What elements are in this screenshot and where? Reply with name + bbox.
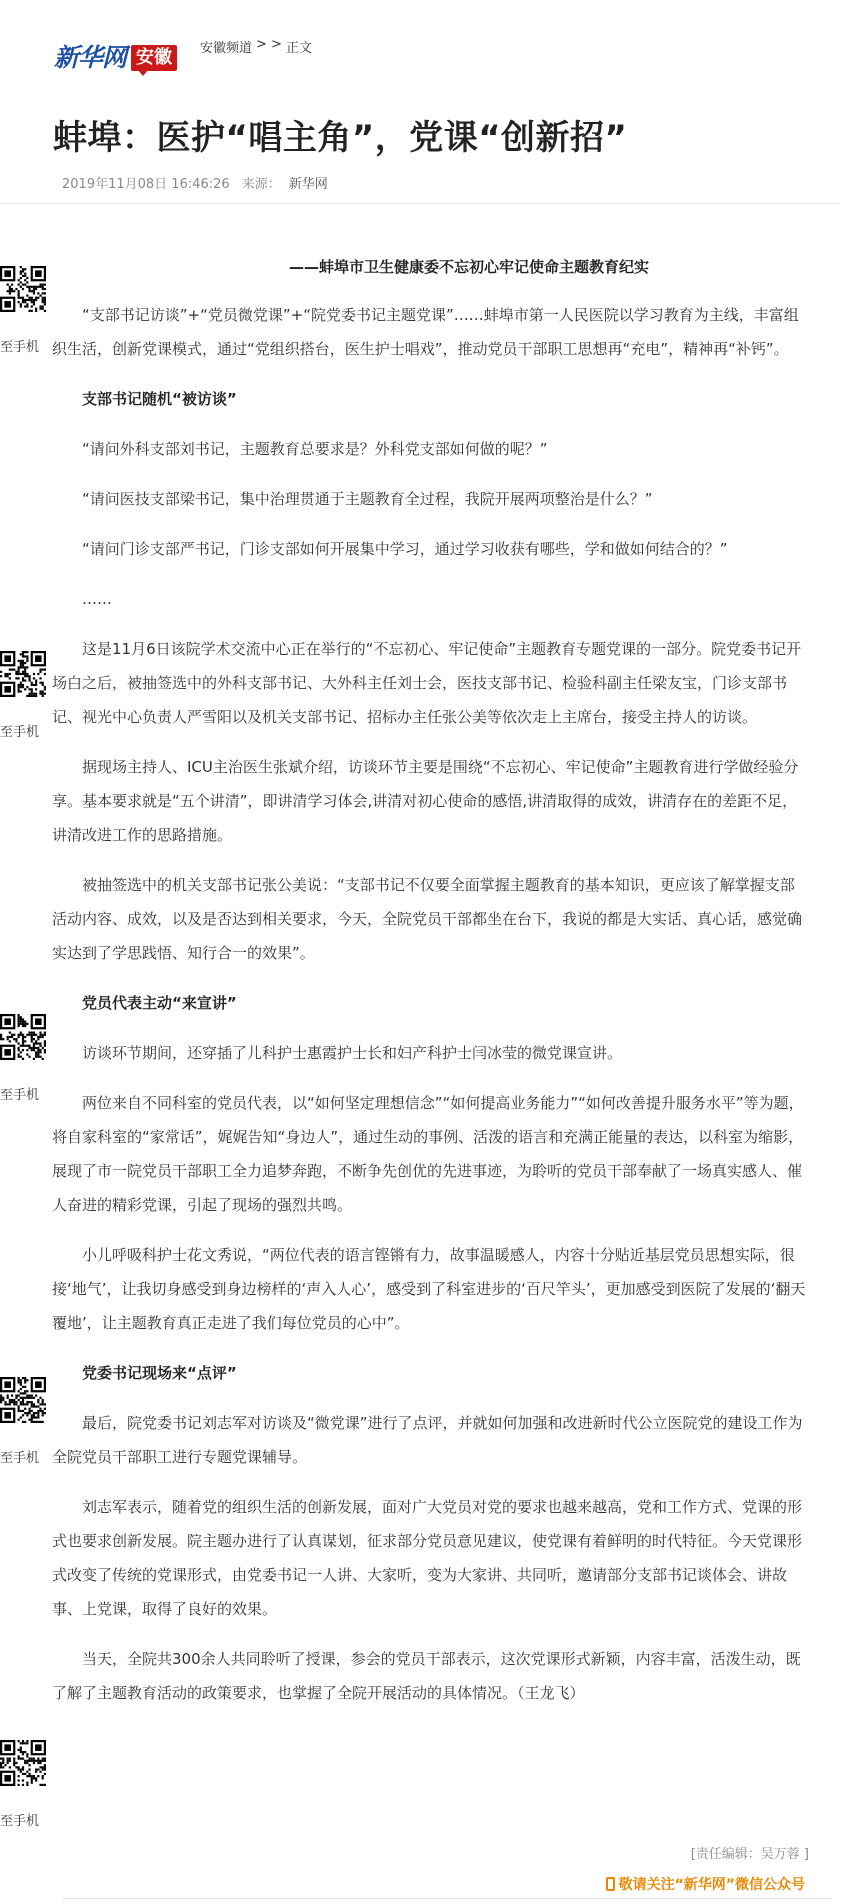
xinhua-anhui-logo[interactable] bbox=[54, 41, 177, 72]
qr-code-icon bbox=[0, 258, 46, 334]
follow-wechat-link[interactable] bbox=[606, 1874, 805, 1894]
qr-mobile-badge[interactable] bbox=[0, 1369, 46, 1466]
source-info bbox=[242, 173, 328, 192]
qr-label: 至手机 bbox=[0, 1451, 40, 1466]
article-body bbox=[52, 250, 806, 1710]
paragraph: “请问外科支部刘书记，主题教育总要求是？外科党支部如何做的呢？” bbox=[82, 440, 548, 458]
header-divider bbox=[0, 203, 841, 204]
follow-text: 敬请关注“新华网”微信公众号 bbox=[618, 1877, 805, 1893]
paragraph: “请问医技支部梁书记，集中治理贯通于主题教育全过程，我院开展两项整治是什么？” bbox=[82, 490, 653, 508]
paragraph: 最后，院党委书记刘志军对访谈及“微党课”进行了点评，并就如何加强和改进新时代公立医院党的建设工作为全院党员干部职工进行专题党课辅导。 bbox=[52, 1414, 803, 1466]
paragraph: “请问门诊支部严书记，门诊支部如何开展集中学习，通过学习收获有哪些，学和做如何结合的？” bbox=[82, 540, 728, 558]
breadcrumb-channel-link[interactable]: 安徽频道 bbox=[200, 41, 253, 56]
article-meta bbox=[62, 173, 328, 192]
responsible-editor: [责任编辑：吴万蓉 ] bbox=[690, 1847, 809, 1862]
breadcrumb-current: 正文 bbox=[285, 41, 312, 56]
section-heading-lecture: 党员代表主动“来宣讲” bbox=[82, 994, 237, 1012]
section-heading-review: 党委书记现场来“点评” bbox=[82, 1364, 237, 1382]
paragraph: 这是11月6日该院学术交流中心正在举行的“不忘初心、牢记使命”主题教育专题党课的一部分。院党委书记开场白之后，被抽签选中的外科支部书记、大外科主任刘士会，医技支部书记、检验科副主任梁友宝，门诊支部书记、视光中心负责人严雪阳以及机关支部书记、招标办主任张公美等依次走上主席台，接受主持人的访谈。 bbox=[52, 640, 802, 726]
qr-label: 至手机 bbox=[0, 1088, 40, 1103]
qr-code-icon bbox=[0, 1369, 46, 1445]
section-heading-interview: 支部书记随机“被访谈” bbox=[82, 390, 237, 408]
qr-code-icon bbox=[0, 1732, 46, 1808]
source-value: 新华网 bbox=[288, 177, 328, 192]
qr-mobile-badge[interactable] bbox=[0, 643, 46, 740]
publish-date: 2019年11月08日 16:46:26 bbox=[62, 177, 230, 192]
qr-mobile-badge[interactable] bbox=[0, 1006, 46, 1103]
phone-icon bbox=[606, 1877, 615, 1891]
paragraph: “支部书记访谈”+“党员微党课”+“院党委书记主题党课”……蚌埠市第一人民医院以学习教育为主线，丰富组织生活，创新党课模式，通过“党组织搭台，医生护士唱戏”，推动党员干部职工思想再“充电”，精神再“补钙”。 bbox=[52, 306, 799, 358]
paragraph: …… bbox=[82, 590, 112, 608]
qr-label: 至手机 bbox=[0, 725, 40, 740]
article-subtitle: ——蚌埠市卫生健康委不忘初心牢记使命主题教育纪实 bbox=[288, 258, 649, 276]
paragraph: 两位来自不同科室的党员代表，以“如何坚定理想信念”“如何提高业务能力”“如何改善提升服务水平”等为题，将自家科室的“家常话”，娓娓告知“身边人”，通过生动的事例、活泼的语言和充满正能量的表达，以科室为缩影，展现了市一院党员干部职工全力追梦奔跑，不断争先创优的先进事迹，为聆听的党员干部奉献了一场真实感人、催人奋进的精彩党课，引起了现场的强烈共鸣。 bbox=[52, 1094, 804, 1214]
footer-divider bbox=[62, 1898, 832, 1899]
breadcrumb-separator: > > bbox=[256, 37, 282, 52]
qr-code-icon bbox=[0, 643, 46, 719]
qr-label: 至手机 bbox=[0, 1814, 40, 1829]
logo-xinhua-text: 新华网 bbox=[54, 43, 127, 72]
breadcrumb bbox=[200, 37, 312, 56]
logo-anhui-badge: 安徽 bbox=[131, 45, 177, 71]
paragraph: 访谈环节期间，还穿插了儿科护士惠霞护士长和妇产科护士闫冰莹的微党课宣讲。 bbox=[82, 1044, 623, 1062]
qr-code-icon bbox=[0, 1006, 46, 1082]
paragraph: 当天，全院共300余人共同聆听了授课，参会的党员干部表示，这次党课形式新颖，内容丰富，活泼生动，既了解了主题教育活动的政策要求，也掌握了全院开展活动的具体情况。（王龙飞） bbox=[52, 1650, 801, 1702]
source-label: 来源： bbox=[241, 177, 281, 192]
qr-mobile-badge[interactable] bbox=[0, 1732, 46, 1829]
paragraph: 刘志军表示，随着党的组织生活的创新发展，面对广大党员对党的要求也越来越高，党和工作方式、党课的形式也要求创新发展。院主题办进行了认真谋划，征求部分党员意见建议，使党课有着鲜明的时代特征。今天党课形式改变了传统的党课形式，由党委书记一人讲、大家听，变为大家讲、共同听，邀请部分支部书记谈体会、讲故事、上党课，取得了良好的效果。 bbox=[52, 1498, 803, 1618]
article-title: 蚌埠：医护“唱主角”，党课“创新招” bbox=[53, 118, 628, 158]
paragraph: 小儿呼吸科护士花文秀说，“两位代表的语言铿锵有力，故事温暖感人，内容十分贴近基层党员思想实际，很接‘地气’，让我切身感受到身边榜样的‘声入人心’，感受到了科室进步的‘百尺竿头’，更加感受到医院了发展的‘翻天覆地’，让主题教育真正走进了我们每位党员的心中”。 bbox=[52, 1246, 806, 1332]
page-header bbox=[0, 0, 841, 70]
qr-mobile-badge[interactable] bbox=[0, 258, 46, 355]
paragraph: 据现场主持人、ICU主治医生张斌介绍，访谈环节主要是围绕“不忘初心、牢记使命”主题教育进行学做经验分享。基本要求就是“五个讲清”，即讲清学习体会,讲清对初心使命的感悟,讲清取得的成效，讲清存在的差距不足，讲清改进工作的思路措施。 bbox=[52, 758, 799, 844]
paragraph: 被抽签选中的机关支部书记张公美说：“支部书记不仅要全面掌握主题教育的基本知识，更应该了解掌握支部活动内容、成效，以及是否达到相关要求，今天，全院党员干部都坐在台下，我说的都是大实话、真心话，感觉确实达到了学思践悟、知行合一的效果”。 bbox=[52, 876, 803, 962]
qr-label: 至手机 bbox=[0, 340, 40, 355]
